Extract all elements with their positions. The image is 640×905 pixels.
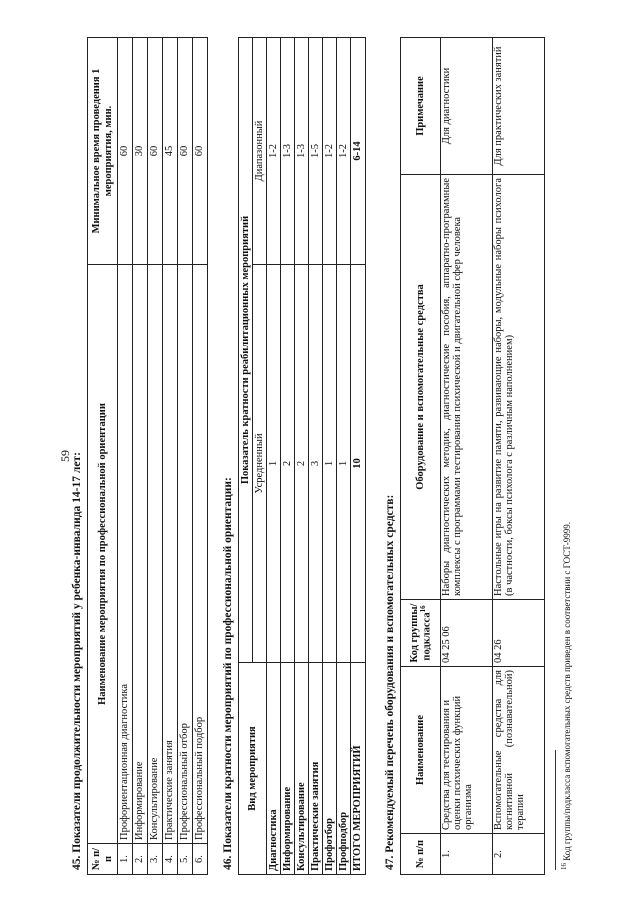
footnote-marker: 16 <box>560 863 568 870</box>
t45-name: Профессиональный подбор <box>193 265 208 844</box>
table-row <box>267 38 281 875</box>
t46-range: 1-2 <box>323 38 337 265</box>
table-row <box>281 38 295 875</box>
t45-time: 60 <box>193 38 208 265</box>
table-row <box>118 38 133 875</box>
t47-header-equip: Оборудование и вспомогательные средства <box>401 175 441 600</box>
t46-type: Профподбор <box>337 663 351 875</box>
table-row <box>163 38 178 875</box>
t47-note: Для практических занятий <box>493 38 545 175</box>
t47-num: 2. <box>493 834 545 875</box>
t46-type: Диагностика <box>267 663 281 875</box>
heading-46: 46. Показатели кратности мероприятий по профессиональной ориентации: <box>222 477 234 870</box>
footnote-ref: 16 <box>418 605 427 613</box>
t46-type: Информирование <box>281 663 295 875</box>
t47-code: 04 26 <box>493 600 545 667</box>
table-row-total <box>351 38 366 875</box>
table-row <box>193 38 208 875</box>
t46-header-avg: Усредненный <box>253 265 267 663</box>
t45-name: Профессиональный отбор <box>178 265 193 844</box>
t46-type: Профотбор <box>323 663 337 875</box>
page-number: 59 <box>58 450 72 462</box>
t46-avg: 1 <box>323 265 337 663</box>
t47-code: 04 25 06 <box>441 600 493 667</box>
table-row <box>337 38 351 875</box>
t46-range: 1-2 <box>267 38 281 265</box>
t45-num: 6. <box>193 844 208 875</box>
table-row <box>441 38 493 875</box>
t46-header-type: Вид мероприятия <box>239 663 267 875</box>
t46-range: 1-3 <box>295 38 309 265</box>
table-row <box>309 38 323 875</box>
t45-header-time: Минимальное время проведения 1 мероприятия, мин. <box>88 38 118 265</box>
t46-avg: 2 <box>295 265 309 663</box>
t46-range: 1-5 <box>309 38 323 265</box>
t46-range: 1-2 <box>337 38 351 265</box>
t47-name: Вспомогательные средства для когнитивной (познавательной) терапии <box>493 667 545 834</box>
t47-note: Для диагностики <box>441 38 493 175</box>
t47-equip: Наборы диагностических методик, диагностические пособия, аппаратно-программные комплексы с программами тестирования психической и двигательной сфер человека <box>441 175 493 600</box>
t46-avg: 1 <box>337 265 351 663</box>
t45-time: 30 <box>133 38 148 265</box>
t46-avg: 3 <box>309 265 323 663</box>
table-row <box>178 38 193 875</box>
table-46 <box>238 37 366 875</box>
t46-total-range: 6-14 <box>351 38 366 265</box>
table-row <box>133 38 148 875</box>
footnote <box>560 522 572 870</box>
t46-avg: 2 <box>281 265 295 663</box>
t45-num: 5. <box>178 844 193 875</box>
table-row <box>493 38 545 875</box>
t46-range: 1-3 <box>281 38 295 265</box>
t47-equip: Настольные игры на развитие памяти, развивающие наборы, модульные наборы психолога (в частности, боксы психолога с различным наполнением) <box>493 175 545 600</box>
table-row <box>295 38 309 875</box>
table-45 <box>87 37 208 875</box>
footnote-divider <box>555 750 556 870</box>
t47-header-code-text: Код группы/подкласса <box>408 603 433 663</box>
t45-time: 45 <box>163 38 178 265</box>
t45-time: 60 <box>118 38 133 265</box>
heading-47: 47. Рекомендуемый перечень оборудования и вспомогательных средств: <box>384 494 396 870</box>
t45-name: Информирование <box>133 265 148 844</box>
heading-45: 45. Показатели продолжительности мероприятий у ребенка-инвалида 14-17 лет: <box>71 452 83 870</box>
t45-header-num: № п/п <box>88 844 118 875</box>
t45-num: 3. <box>148 844 163 875</box>
t45-name: Практические занятия <box>163 265 178 844</box>
t45-num: 4. <box>163 844 178 875</box>
table-47 <box>400 37 545 875</box>
t47-header-note: Примечание <box>401 38 441 175</box>
t45-num: 2. <box>133 844 148 875</box>
t45-header-name: Наименование мероприятия по профессиональной ориентации <box>88 265 118 844</box>
t45-name: Профориентационная диагностика <box>118 265 133 844</box>
t47-num: 1. <box>441 834 493 875</box>
t45-time: 60 <box>148 38 163 265</box>
t46-header-range: Диапазонный <box>253 38 267 265</box>
t46-header-group: Показатель кратности реабилитационных мероприятий <box>239 38 253 663</box>
t46-total-avg: 10 <box>351 265 366 663</box>
t47-header-num: № п/п <box>401 834 441 875</box>
footnote-text: Код группы/подкласса вспомогательных средств приведен в соответствии с ГОСТ-9999. <box>562 522 572 861</box>
t46-total-type: ИТОГО МЕРОПРИЯТИЙ <box>351 663 366 875</box>
t45-time: 60 <box>178 38 193 265</box>
table-row <box>148 38 163 875</box>
t46-type: Практические занятия <box>309 663 323 875</box>
t45-num: 1. <box>118 844 133 875</box>
t47-header-code <box>401 600 441 667</box>
t46-type: Консультирование <box>295 663 309 875</box>
t46-avg: 1 <box>267 265 281 663</box>
t47-header-name: Наименование <box>401 667 441 834</box>
table-row <box>323 38 337 875</box>
t45-name: Консультирование <box>148 265 163 844</box>
t47-name: Средства для тестирования и оценки психических функций организма <box>441 667 493 834</box>
